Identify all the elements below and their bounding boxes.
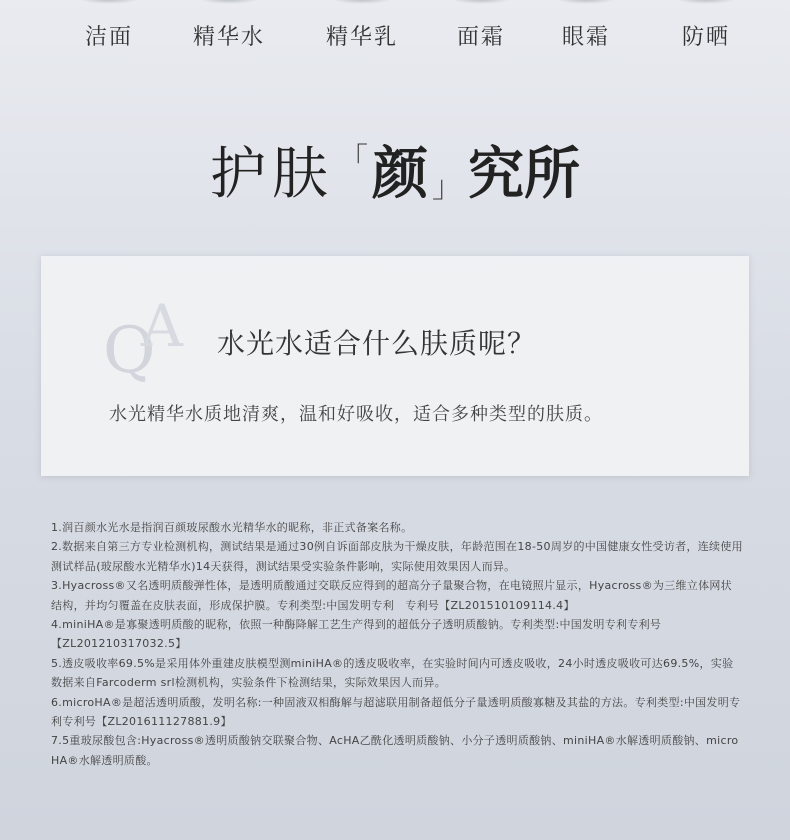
title-highlight: 颜 bbox=[372, 142, 428, 207]
product-shadow bbox=[79, 0, 139, 4]
section-title bbox=[0, 130, 790, 210]
title-part-1: 护肤 bbox=[210, 142, 334, 207]
qa-decoration bbox=[103, 292, 213, 392]
category-item-face-cream[interactable] bbox=[421, 0, 541, 60]
category-label: 面霜 bbox=[456, 25, 505, 50]
footnote-item: 3.Hyacross®又名透明质酸弹性体，是透明质酸通过交联反应得到的超高分子量聚合物，在电镜照片显示，Hyacross®为三维立体网状结构，并均匀覆盖在皮肤表面，形成保护膜。专利类型:中国发明专利 专利号【ZL201510109114.4】 bbox=[51, 579, 732, 612]
category-label: 眼霜 bbox=[561, 25, 610, 50]
category-item-eye-cream[interactable] bbox=[526, 0, 646, 60]
qa-deco-a: A bbox=[141, 292, 183, 360]
product-shadow bbox=[451, 0, 511, 4]
product-shadow bbox=[199, 0, 259, 4]
qa-card bbox=[41, 256, 749, 476]
footnotes bbox=[51, 518, 743, 770]
footnote-item: 5.透皮吸收率69.5%是采用体外重建皮肤模型测miniHA®的透皮吸收率，在实验时间内可透皮吸收，24小时透皮吸收可达69.5%，实验数据来自Farcoderm srl检测机构，实验条件下检测结果，实际效果因人而异。 bbox=[51, 656, 734, 690]
category-label: 洁面 bbox=[84, 25, 133, 50]
footnote-item: 7.5重玻尿酸包含:Hyacross®透明质酸钠交联聚合物、AcHA乙酰化透明质酸钠、小分子透明质酸钠、miniHA®水解透明质酸钠、micro HA®水解透明质酸。 bbox=[51, 734, 739, 767]
qa-answer: 水光精华水质地清爽，温和好吸收，适合多种类型的肤质。 bbox=[109, 404, 603, 425]
category-label: 精华水 bbox=[192, 25, 265, 50]
category-item-sunscreen[interactable] bbox=[646, 0, 766, 60]
footnote-item: 1.润百颜水光水是指润百颜玻尿酸水光精华水的昵称，非正式备案名称。 bbox=[51, 521, 413, 534]
category-nav bbox=[0, 0, 790, 60]
product-shadow bbox=[676, 0, 736, 4]
title-part-2: 究所 bbox=[468, 142, 580, 207]
qa-deco-q: Q bbox=[103, 314, 156, 388]
category-item-essence-lotion[interactable] bbox=[302, 0, 422, 60]
product-shadow bbox=[332, 0, 392, 4]
footnote-item: 4.miniHA®是寡聚透明质酸的昵称，依照一种酶降解工艺生产得到的超低分子透明质酸钠。专利类型:中国发明专利专利号【ZL201210317032.5】 bbox=[51, 618, 662, 651]
product-shadow bbox=[556, 0, 616, 4]
title-close-bracket: 」 bbox=[432, 170, 462, 205]
title-open-bracket: 「 bbox=[338, 142, 368, 177]
category-label: 精华乳 bbox=[325, 25, 398, 50]
footnote-item: 6.microHA®是超活透明质酸，发明名称:一种固液双相酶解与超滤联用制备超低分子量透明质酸寡糖及其盐的方法。专利类型:中国发明专利专利号【ZL201611127881.9】 bbox=[51, 695, 741, 729]
category-label: 防晒 bbox=[681, 25, 730, 50]
footnote-item: 2.数据来自第三方专业检测机构，测试结果是通过30例自诉面部皮肤为干燥皮肤，年龄范围在18-50周岁的中国健康女性受访者，连续使用测试样品(玻尿酸水光精华水)14天获得，测试结果受实验条件影响，实际使用效果因人而异。 bbox=[51, 540, 743, 573]
category-item-essence-water[interactable] bbox=[169, 0, 289, 60]
qa-question: 水光水适合什么肤质呢？ bbox=[217, 327, 537, 360]
category-item-cleanser[interactable] bbox=[49, 0, 169, 60]
